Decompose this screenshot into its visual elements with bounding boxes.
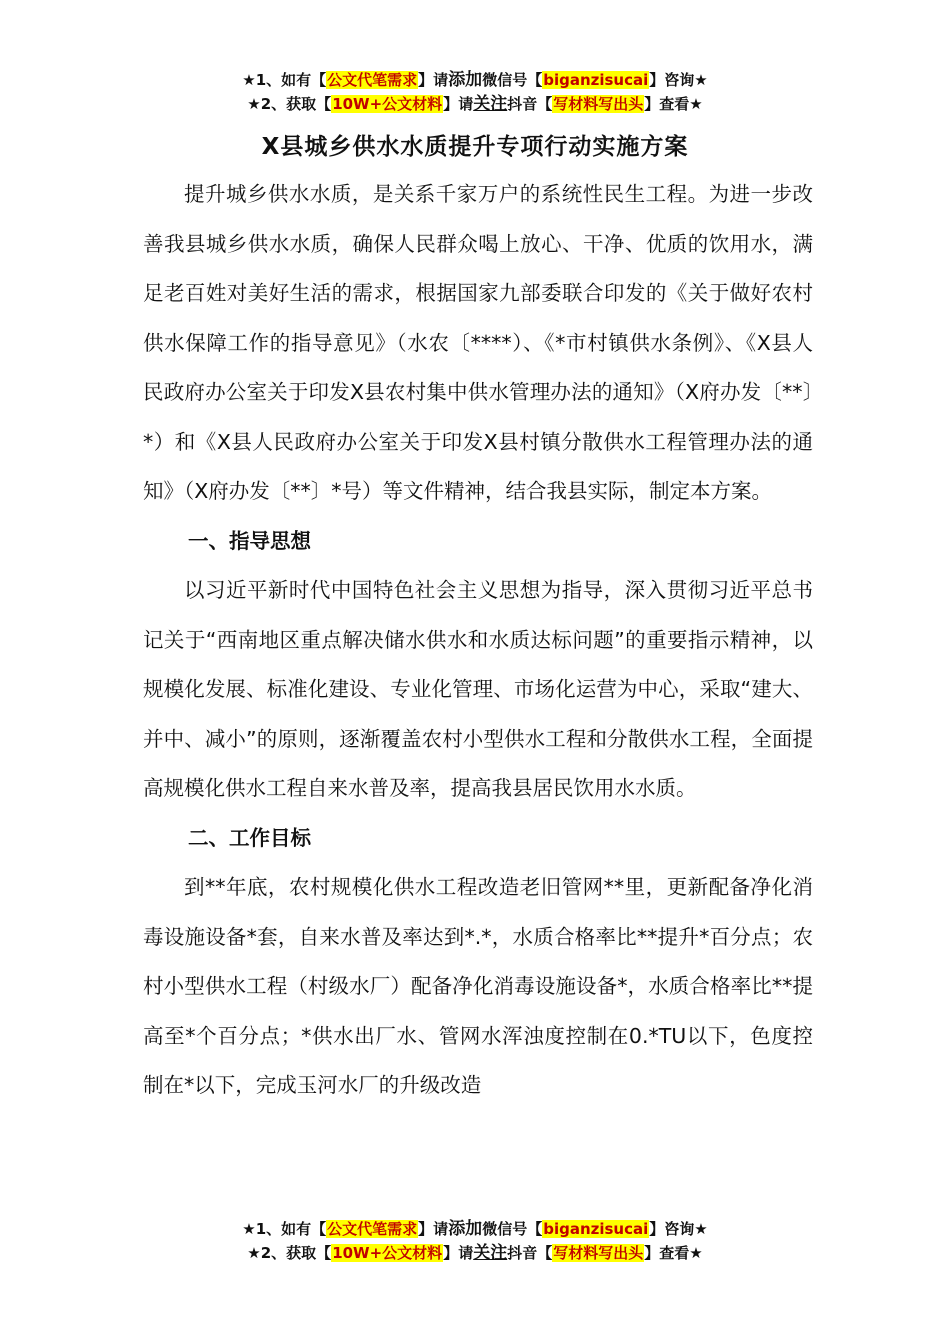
highlight-service: 公文代笔需求 [327, 1220, 418, 1238]
highlight-materials: 10W+公文材料 [332, 95, 443, 113]
highlight-douyin-id: 写材料写出头 [553, 95, 644, 113]
document-body [143, 170, 813, 1111]
section-heading-2: 二、工作目标 [188, 825, 311, 850]
highlight-wechat-id: biganzisucai [543, 71, 649, 89]
promo-line-1: ★1、如有【公文代笔需求】请添加微信号【biganzisucai】咨询★ [242, 1219, 708, 1239]
intro-paragraph: 提升城乡供水水质，是关系千家万户的系统性民生工程。为进一步改善我县城乡供水水质，确保人民群众喝上放心、干净、优质的饮用水，满足老百姓对美好生活的需求，根据国家九部委联合印发的《关于做好农村供水保障工作的指导意见》（水农〔****）、《*市村镇供水条例》、《X县人民政府办公室关于印发X县农村集中供水管理办法的通知》（X府办发〔**〕*）和《X县人民政府办公室关于印发X县村镇分散供水工程管理办法的通知》（X府办发〔**〕*号）等文件精神，结合我县实际，制定本方案。 [143, 182, 813, 503]
promo-line-2: ★2、获取【10W+公文材料】请关注抖音【写材料写出头】查看★ [247, 94, 703, 114]
promo-line-2: ★2、获取【10W+公文材料】请关注抖音【写材料写出头】查看★ [247, 1243, 703, 1263]
promo-banner-top [0, 68, 950, 116]
section-heading-1: 一、指导思想 [188, 528, 311, 553]
highlight-douyin-id: 写材料写出头 [553, 1244, 644, 1262]
highlight-wechat-id: biganzisucai [543, 1220, 649, 1238]
section-paragraph-2: 到**年底，农村规模化供水工程改造老旧管网**里，更新配备净化消毒设施设备*套，自来水普及率达到*.*，水质合格率比**提升*百分点；农村小型供水工程（村级水厂）配备净化消毒设施设备*，水质合格率比**提高至*个百分点；*供水出厂水、管网水浑浊度控制在0.*TU以下，色度控制在*以下，完成玉河水厂的升级改造 [143, 875, 813, 1097]
highlight-service: 公文代笔需求 [327, 71, 418, 89]
section-paragraph-1: 以习近平新时代中国特色社会主义思想为指导，深入贯彻习近平总书记关于“西南地区重点解决储水供水和水质达标问题”的重要指示精神，以规模化发展、标准化建设、专业化管理、市场化运营为中心，采取“建大、并中、减小”的原则，逐渐覆盖农村小型供水工程和分散供水工程，全面提高规模化供水工程自来水普及率，提高我县居民饮用水水质。 [143, 578, 813, 800]
promo-line-1: ★1、如有【公文代笔需求】请添加微信号【biganzisucai】咨询★ [242, 70, 708, 90]
document-title: X县城乡供水水质提升专项行动实施方案 [261, 134, 689, 160]
highlight-materials: 10W+公文材料 [332, 1244, 443, 1262]
promo-banner-bottom [0, 1217, 950, 1265]
